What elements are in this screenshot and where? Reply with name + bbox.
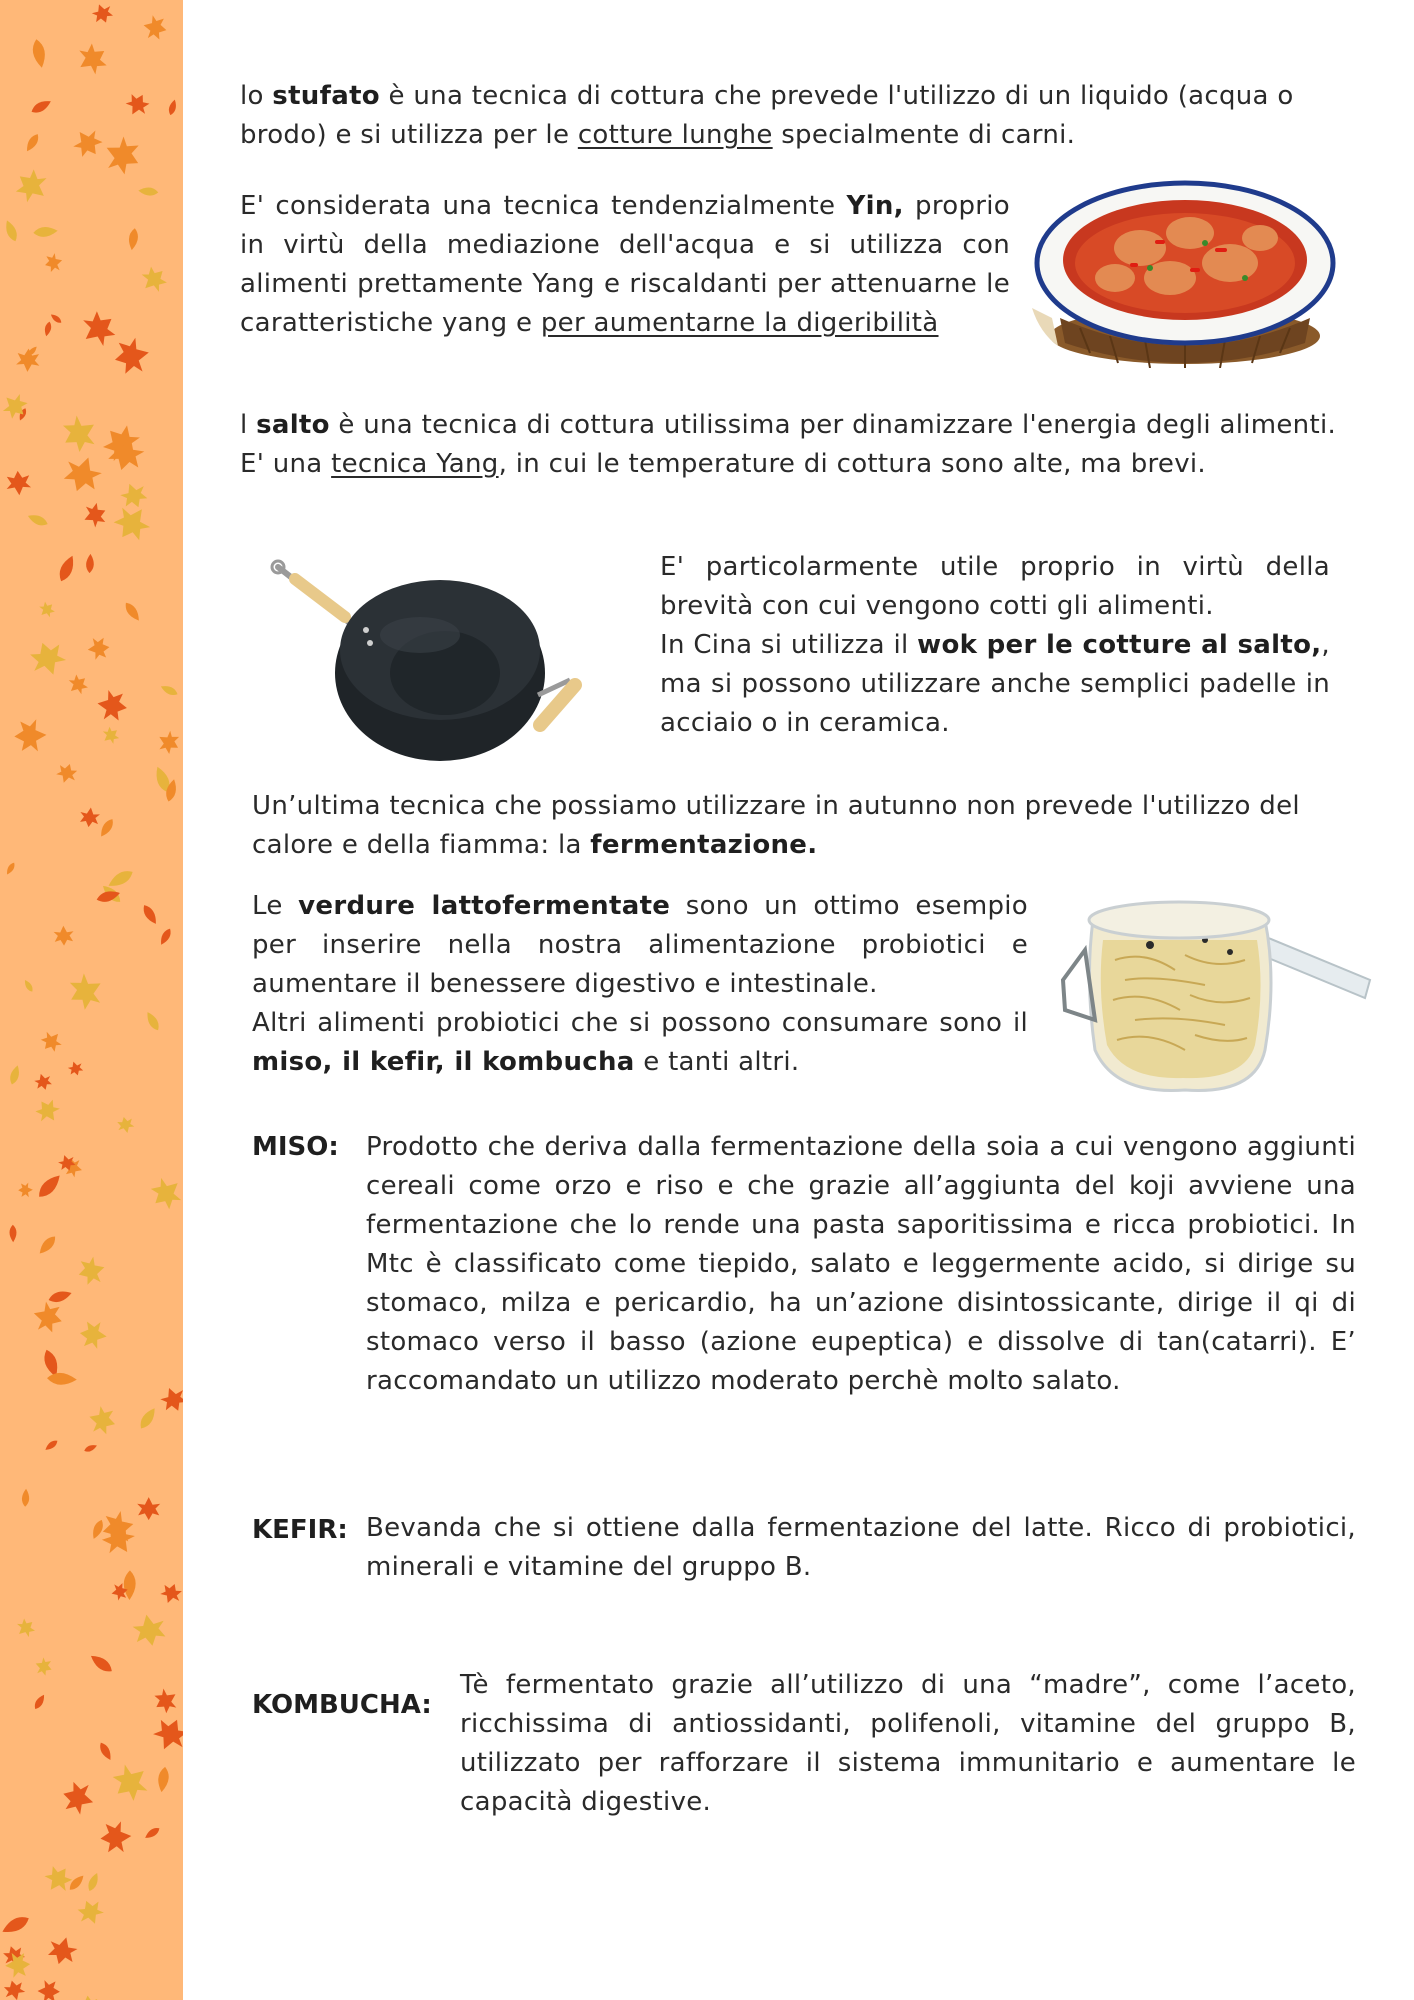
autumn-leaf-icon bbox=[106, 867, 136, 891]
autumn-leaf-icon bbox=[26, 512, 49, 528]
autumn-leaf-icon bbox=[8, 1064, 21, 1085]
autumn-leaf-icon bbox=[167, 99, 178, 116]
autumn-leaf-icon bbox=[143, 1825, 161, 1840]
autumn-leaf-icon bbox=[0, 1913, 31, 1937]
autumn-leaf-icon bbox=[98, 817, 116, 839]
autumn-leaf-icon bbox=[97, 1741, 114, 1762]
autumn-leaf-icon bbox=[23, 978, 35, 993]
autumn-leaves-pattern bbox=[0, 0, 183, 2000]
autumn-leaf-icon bbox=[29, 97, 53, 115]
autumn-leaf-icon bbox=[145, 1172, 183, 1214]
autumn-leaf-icon bbox=[56, 410, 103, 457]
autumn-leaf-icon bbox=[86, 554, 95, 574]
stufato-yin-paragraph: E' considerata una tecnica tendenzialmente Yin, proprio in virtù della mediazione dell'acqua e si utilizza con alimenti prettamente Yang e riscaldanti per attenuarne le caratteristiche yang e per aumentarne la digeribilità bbox=[240, 191, 1010, 338]
kefir-term-label: KEFIR: bbox=[252, 1515, 348, 1545]
autumn-leaf-icon bbox=[95, 689, 129, 723]
autumn-leaf-icon bbox=[127, 228, 139, 251]
autumn-leaf-icon bbox=[158, 1383, 183, 1415]
autumn-leaf-icon bbox=[99, 724, 122, 747]
autumn-leaf-icon bbox=[150, 1685, 182, 1717]
autumn-leaf-icon bbox=[156, 1766, 170, 1793]
autumn-leaf-icon bbox=[45, 1933, 79, 1967]
autumn-leaf-icon bbox=[27, 637, 70, 680]
autumn-leaf-icon bbox=[3, 219, 20, 243]
kefir-term-description: Bevanda che si ottiene dalla fermentazione del latte. Ricco di probiotici, minerali e vitamine del gruppo B. bbox=[366, 1513, 1356, 1582]
autumn-leaf-icon bbox=[72, 39, 112, 79]
autumn-leaf-icon bbox=[53, 925, 74, 946]
autumn-leaf-icon bbox=[33, 1656, 55, 1678]
autumn-leaf-icon bbox=[123, 90, 153, 120]
autumn-leaf-icon bbox=[79, 806, 101, 828]
autumn-leaf-icon bbox=[122, 600, 142, 623]
autumn-leaf-icon bbox=[99, 1821, 133, 1855]
autumn-leaf-side-band bbox=[0, 0, 183, 2000]
autumn-leaf-icon bbox=[90, 1, 115, 26]
autumn-leaf-icon bbox=[158, 1581, 183, 1607]
autumn-leaf-icon bbox=[9, 1225, 16, 1243]
autumn-leaf-icon bbox=[49, 312, 63, 324]
autumn-leaf-icon bbox=[22, 1489, 30, 1507]
autumn-leaf-icon bbox=[141, 14, 169, 42]
autumn-leaf-icon bbox=[16, 348, 40, 372]
autumn-leaf-icon bbox=[32, 1095, 64, 1127]
autumn-leaf-icon bbox=[43, 252, 65, 274]
autumn-leaf-icon bbox=[131, 1612, 168, 1649]
autumn-leaf-icon bbox=[88, 1652, 115, 1676]
kombucha-term-description: Tè fermentato grazie all’utilizzo di una “madre”, come l’aceto, ricchissima di antiossidanti, polifenoli, vitamine del gruppo B, utilizzato per rafforzare il sistema immunitario e aumentare le capacità digestive. bbox=[460, 1670, 1356, 1817]
autumn-leaf-icon bbox=[37, 1027, 65, 1055]
autumn-leaf-icon bbox=[36, 1233, 58, 1256]
autumn-leaf-icon bbox=[60, 452, 105, 497]
autumn-leaf-icon bbox=[106, 1758, 155, 1807]
autumn-leaf-icon bbox=[47, 1288, 73, 1304]
salto-wok-paragraph: E' particolarmente utile proprio in virtù della brevità con cui vengono cotti gli alimenti. In Cina si utilizza il wok per le cotture al salto,, ma si possono utilizzare anche semplici padelle in acciaio o in ceramica. bbox=[660, 552, 1330, 738]
autumn-leaf-icon bbox=[67, 1059, 85, 1077]
autumn-leaf-icon bbox=[77, 1995, 99, 2000]
autumn-leaf-icon bbox=[31, 38, 48, 69]
autumn-leaf-icon bbox=[149, 1713, 183, 1755]
autumn-leaf-icon bbox=[35, 1171, 64, 1201]
autumn-leaf-icon bbox=[14, 719, 48, 753]
autumn-leaf-icon bbox=[32, 1693, 47, 1711]
autumn-leaf-icon bbox=[65, 671, 92, 698]
autumn-leaf-icon bbox=[86, 1871, 101, 1892]
autumn-leaf-icon bbox=[124, 1570, 136, 1600]
autumn-leaf-icon bbox=[30, 1299, 66, 1335]
autumn-leaf-icon bbox=[76, 306, 122, 352]
autumn-leaf-icon bbox=[159, 683, 179, 697]
autumn-leaf-icon bbox=[140, 903, 159, 927]
autumn-leaf-icon bbox=[44, 1438, 60, 1452]
autumn-leaf-icon bbox=[5, 470, 31, 496]
autumn-leaf-icon bbox=[54, 761, 79, 786]
autumn-leaf-icon bbox=[111, 336, 152, 377]
autumn-leaf-icon bbox=[0, 389, 32, 423]
miso-term-label: MISO: bbox=[252, 1132, 339, 1162]
autumn-leaf-icon bbox=[137, 262, 172, 297]
autumn-leaf-icon bbox=[47, 1372, 77, 1385]
salto-paragraph: l salto è una tecnica di cottura utilissima per dinamizzare l'energia degli alimenti. E' una tecnica Yang, in cui le temperature di cottura sono alte, ma brevi. bbox=[240, 410, 1337, 479]
autumn-leaf-icon bbox=[138, 187, 159, 197]
autumn-leaf-icon bbox=[137, 1497, 160, 1520]
autumn-leaf-icon bbox=[24, 132, 42, 153]
autumn-leaf-icon bbox=[56, 553, 78, 583]
verdure-lattofermentate-paragraph: Le verdure lattofermentate sono un ottimo esempio per inserire nella nostra alimentazione probiotici e aumentare il benessere digestivo e intestinale. Altri alimenti probiotici che si possono consumare sono il miso, il kefir, il kombucha e tanti altri. bbox=[252, 891, 1028, 1077]
autumn-leaf-icon bbox=[75, 1254, 108, 1287]
autumn-leaf-icon bbox=[36, 599, 57, 620]
autumn-leaf-icon bbox=[86, 636, 110, 660]
autumn-leaf-icon bbox=[2, 1978, 27, 2000]
autumn-leaf-icon bbox=[90, 1518, 106, 1540]
autumn-leaf-icon bbox=[86, 1404, 119, 1437]
autumn-leaf-icon bbox=[154, 728, 183, 758]
autumn-leaf-icon bbox=[33, 226, 58, 238]
autumn-leaf-icon bbox=[144, 1010, 162, 1032]
stufato-intro-paragraph: lo stufato è una tecnica di cottura che prevede l'utilizzo di un liquido (acqua o brodo) e si utilizza per le cotture lunghe specialmente di carni. bbox=[240, 81, 1294, 150]
kombucha-term-label: KOMBUCHA: bbox=[252, 1690, 432, 1720]
autumn-leaf-icon bbox=[10, 164, 54, 208]
autumn-leaf-icon bbox=[69, 124, 107, 162]
autumn-leaf-icon bbox=[5, 861, 17, 876]
autumn-leaf-icon bbox=[18, 1182, 33, 1197]
autumn-leaf-icon bbox=[33, 1071, 54, 1092]
autumn-leaf-icon bbox=[158, 927, 173, 947]
autumn-leaf-icon bbox=[80, 500, 110, 530]
miso-term-description: Prodotto che deriva dalla fermentazione della soia a cui vengono aggiunti cereali come orzo e riso e che grazie all’aggiunta del koji avviene una fermentazione che lo rende una pasta saporitissima e ricca probiotici. In Mtc è classificato come tiepido, salato e leggermente acido, si dirige su stomaco, milza e pericardio, ha un’azione disintossicante, dirige il qi di stomaco verso il basso (azione eupeptica) e dissolve di tan(catarri). E’ raccomandato un utilizzo moderato perchè molto salato. bbox=[366, 1132, 1356, 1396]
autumn-leaf-icon bbox=[43, 321, 52, 337]
autumn-leaf-icon bbox=[118, 479, 151, 512]
autumn-leaf-icon bbox=[63, 969, 109, 1015]
autumn-leaf-icon bbox=[59, 1779, 97, 1817]
autumn-leaf-icon bbox=[116, 1115, 136, 1135]
fermentazione-intro-paragraph: Un’ultima tecnica che possiamo utilizzare in autunno non prevede l'utilizzo del calore e della fiamma: la fermentazione. bbox=[252, 791, 1300, 860]
autumn-leaf-icon bbox=[13, 1615, 38, 1640]
sauerkraut-jar-icon bbox=[1055, 880, 1375, 1100]
autumn-leaf-icon bbox=[78, 1320, 108, 1350]
autumn-leaf-icon bbox=[67, 1873, 86, 1893]
wok-pan-icon bbox=[270, 555, 600, 770]
autumn-leaf-icon bbox=[40, 1861, 76, 1897]
autumn-leaf-icon bbox=[37, 1980, 60, 2000]
autumn-leaf-icon bbox=[75, 1896, 107, 1928]
autumn-leaf-icon bbox=[83, 1443, 98, 1453]
autumn-leaf-icon bbox=[99, 132, 146, 179]
stew-dish-icon bbox=[1030, 168, 1340, 368]
autumn-leaf-icon bbox=[137, 1406, 159, 1432]
autumn-leaf-icon bbox=[108, 499, 155, 546]
